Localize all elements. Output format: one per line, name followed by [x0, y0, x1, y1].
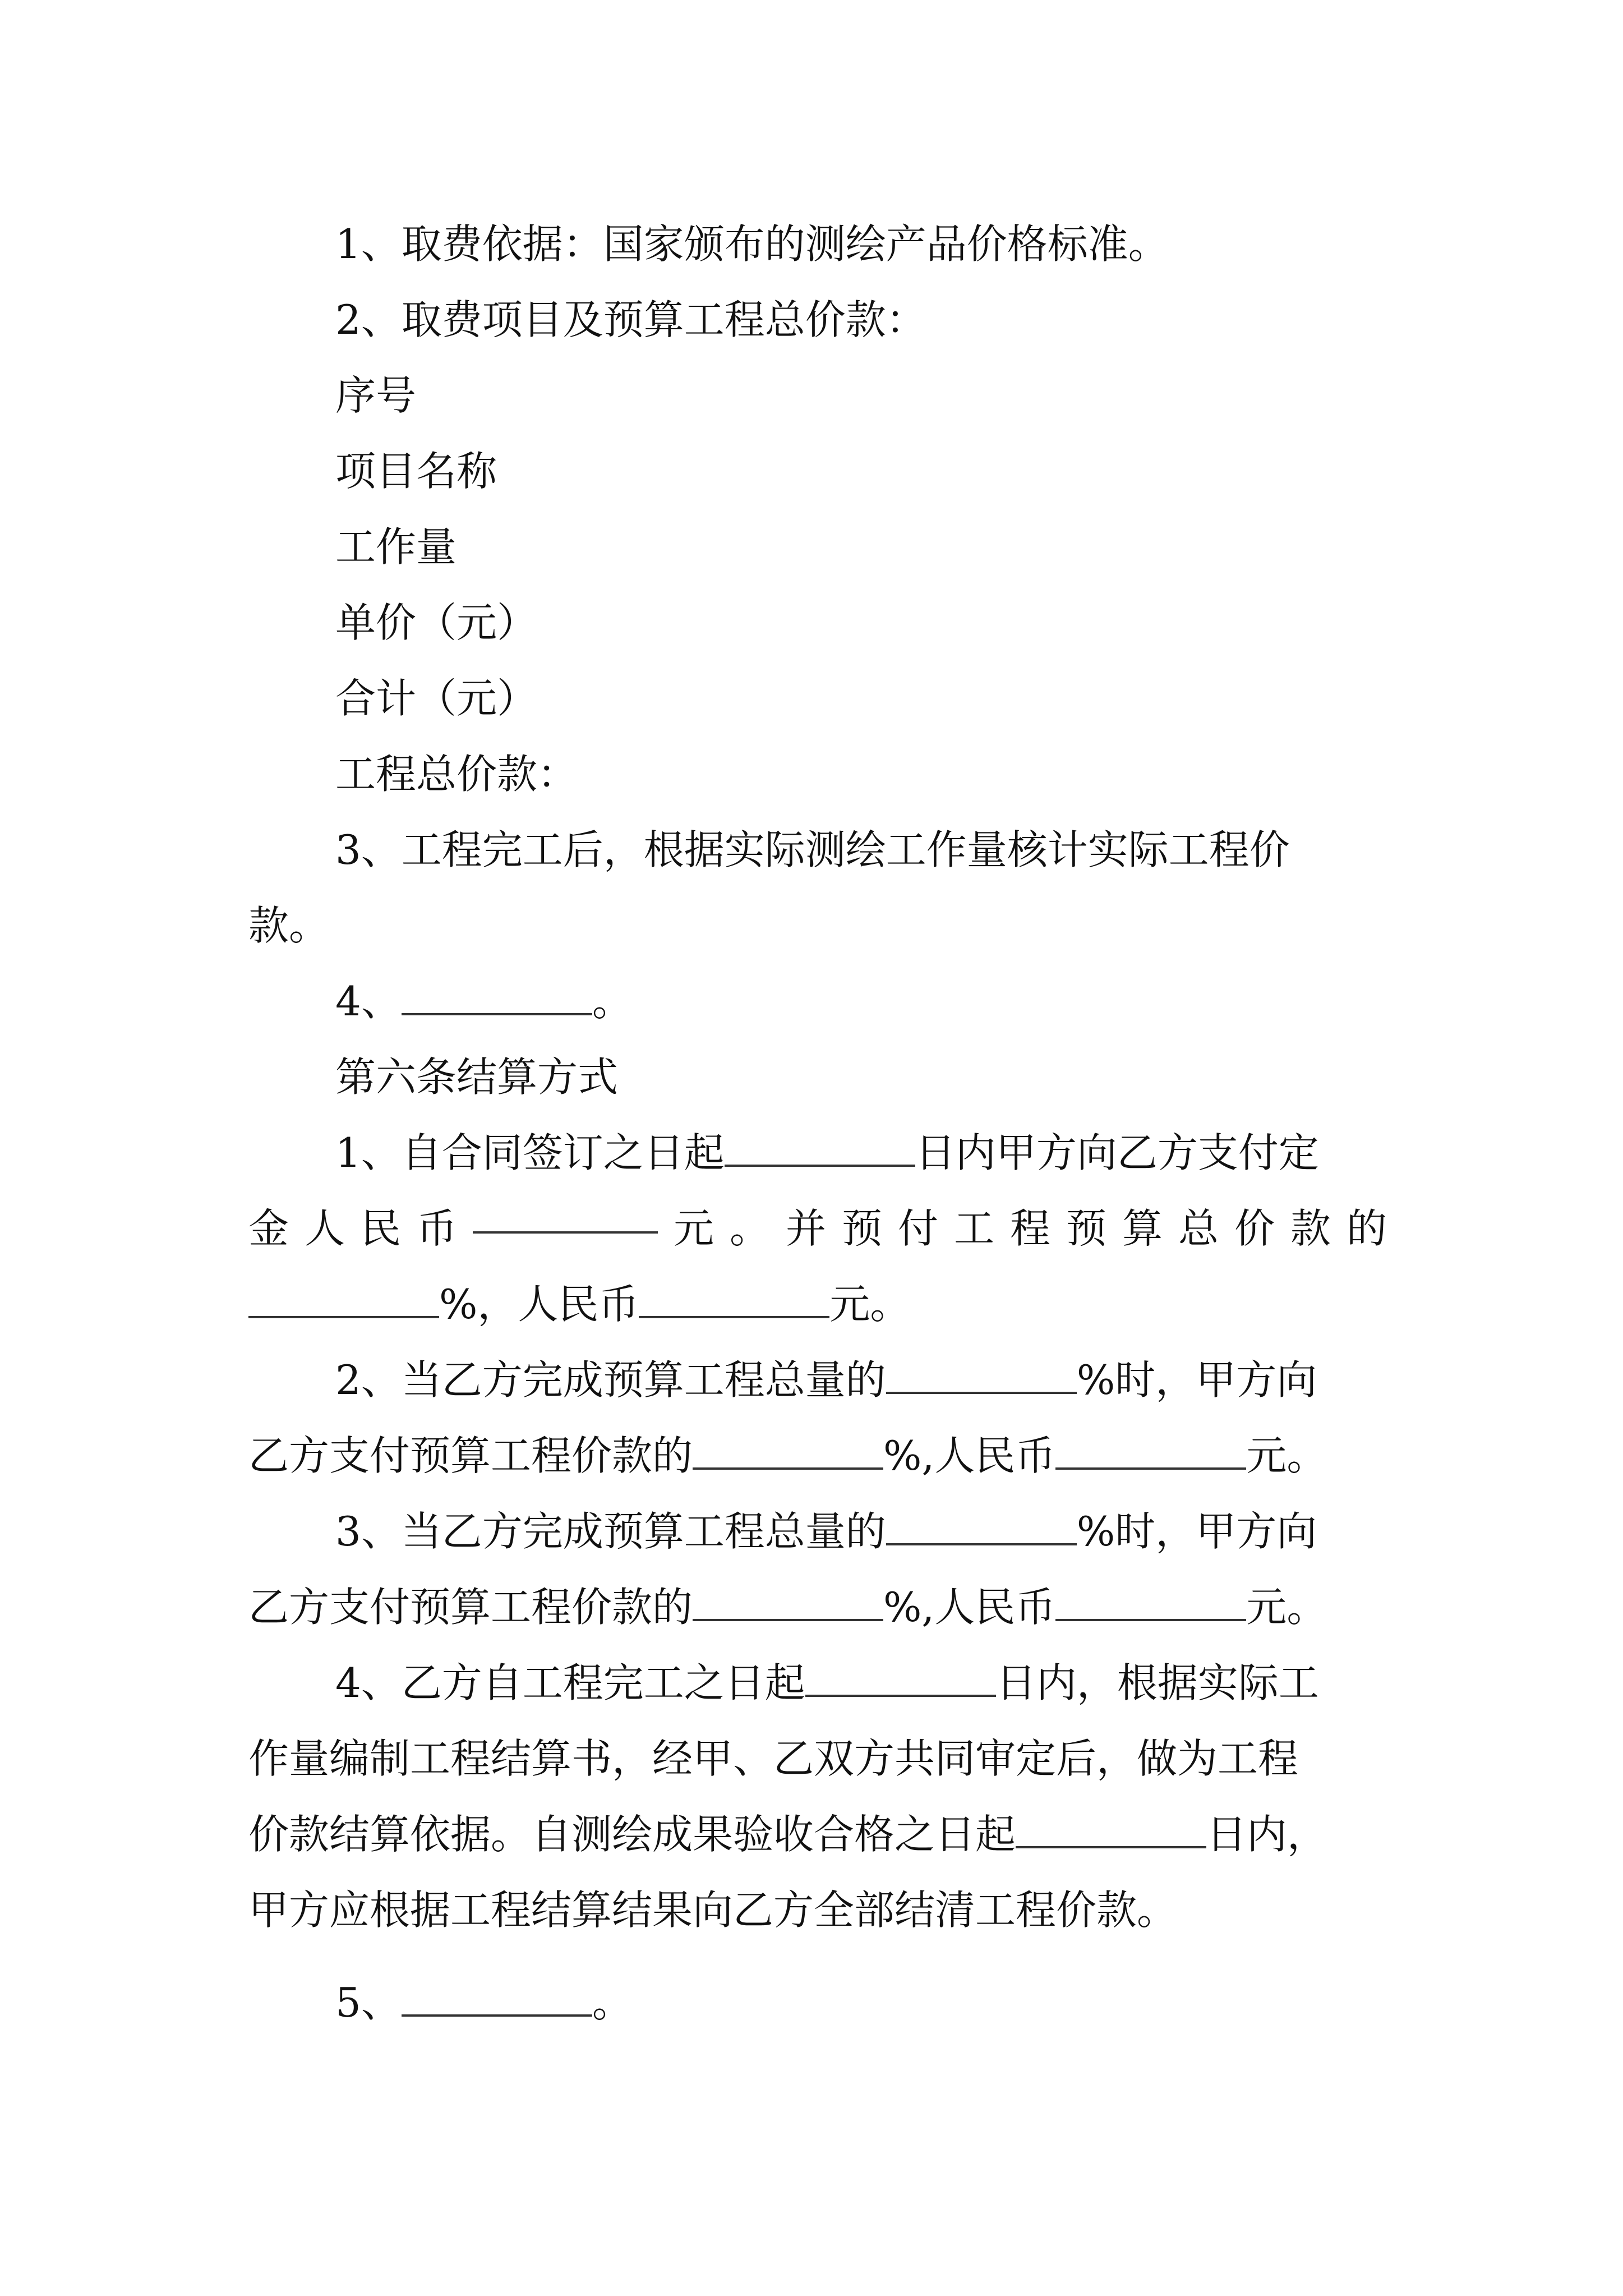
settlement-item-4-text-c: 价款结算依据。自测绘成果验收合格之日起 — [248, 1811, 1016, 1858]
settlement-item-3-text-d: %,人民币 — [883, 1584, 1056, 1631]
settlement-item-3-line2 — [248, 1576, 1327, 1638]
settlement-item-5-suffix: 。 — [592, 1979, 633, 2026]
settlement-item-3-text-a: 3、当乙方完成预算工程总量的 — [335, 1508, 886, 1555]
settlement-item-4-line1 — [335, 1652, 1319, 1714]
char: 付 — [897, 1205, 938, 1252]
settlement-item-3-text-e: 元。 — [1246, 1584, 1327, 1631]
settlement-item-2-line1 — [335, 1349, 1317, 1411]
char: 算 — [1122, 1205, 1163, 1252]
settlement-item-1-text-c: %，人民币 — [439, 1281, 639, 1328]
final-price-paragraph-line2: 款。 — [248, 902, 330, 949]
settlement-item-2-text-b: %时，甲方向 — [1076, 1356, 1317, 1404]
days-blank — [725, 1131, 915, 1167]
settlement-item-1-line2 — [248, 1198, 1387, 1259]
char: 款 — [1290, 1205, 1331, 1252]
progress-percent-blank — [886, 1510, 1077, 1545]
settlement-item-4-text-a: 4、乙方自工程完工之日起 — [335, 1659, 805, 1706]
item-5-blank — [402, 1981, 592, 2017]
char: 工 — [953, 1205, 994, 1252]
settlement-item-2-text-d: %,人民币 — [883, 1432, 1056, 1479]
settlement-item-1-text-b: 日内甲方向乙方支付定 — [915, 1129, 1319, 1176]
settlement-item-4-line4: 甲方应根据工程结算结果向乙方全部结清工程价款。 — [248, 1887, 1178, 1934]
prepay-amount-blank — [639, 1282, 829, 1318]
item-4-suffix: 。 — [592, 978, 633, 1025]
total-price-label: 工程总价款： — [335, 751, 578, 798]
settlement-days-blank — [805, 1661, 996, 1697]
fee-items-heading: 2、取费项目及预算工程总价款： — [335, 296, 926, 343]
settlement-item-1-text-d: 元。 — [829, 1281, 911, 1328]
settlement-item-4-line3 — [248, 1803, 1327, 1865]
progress-percent-blank — [886, 1358, 1077, 1394]
column-unit-price-label: 单价（元） — [335, 599, 538, 646]
char: 人 — [305, 1205, 345, 1252]
char: 的 — [1346, 1205, 1387, 1252]
settlement-item-1-line1 — [335, 1122, 1319, 1184]
payment-amount-blank — [1055, 1434, 1246, 1470]
settlement-item-3-line1 — [335, 1501, 1317, 1562]
settlement-item-4-line2: 作量编制工程结算书，经甲、乙双方共同审定后，做为工程 — [248, 1735, 1299, 1782]
char: 总 — [1178, 1205, 1219, 1252]
char: 金 — [248, 1205, 289, 1252]
article-6-heading: 第六条结算方式 — [335, 1053, 619, 1101]
column-project-name-label: 项目名称 — [335, 448, 497, 495]
payment-percent-blank — [693, 1434, 883, 1470]
column-index-label: 序号 — [335, 372, 417, 419]
char: 民 — [361, 1205, 402, 1252]
prepay-percent-blank — [248, 1282, 439, 1318]
char: 价 — [1234, 1205, 1275, 1252]
settlement-item-4-text-b: 日内，根据实际工 — [995, 1659, 1319, 1706]
char: 。 — [729, 1205, 770, 1252]
char: 并 — [785, 1205, 826, 1252]
payment-amount-blank — [1055, 1585, 1246, 1621]
deposit-amount-blank — [473, 1198, 658, 1234]
settlement-item-5-prefix: 5、 — [335, 1979, 402, 2026]
settlement-item-5-line — [335, 1972, 633, 2033]
item-4-blank — [402, 979, 592, 1015]
settlement-item-3-text-c: 乙方支付预算工程价款的 — [248, 1584, 693, 1631]
settlement-item-4-text-d: 日内， — [1206, 1811, 1328, 1858]
item-4-line — [335, 970, 633, 1032]
settlement-item-2-line2 — [248, 1425, 1327, 1487]
item-4-prefix: 4、 — [335, 978, 402, 1025]
payment-percent-blank — [693, 1585, 883, 1621]
char: 预 — [841, 1205, 882, 1252]
settlement-item-2-text-c: 乙方支付预算工程价款的 — [248, 1432, 693, 1479]
char: 程 — [1009, 1205, 1050, 1252]
settlement-item-2-text-e: 元。 — [1246, 1432, 1327, 1479]
fee-basis-paragraph: 1、取费依据：国家颁布的测绘产品价格标准。 — [335, 220, 1169, 268]
acceptance-days-blank — [1016, 1812, 1206, 1848]
char: 币 — [417, 1205, 458, 1252]
char: 预 — [1066, 1205, 1106, 1252]
char: 元 — [673, 1205, 714, 1252]
settlement-item-1-line3 — [248, 1273, 910, 1335]
settlement-item-1-text-a: 1、自合同签订之日起 — [335, 1129, 725, 1176]
settlement-item-3-text-b: %时，甲方向 — [1076, 1508, 1317, 1555]
column-workload-label: 工作量 — [335, 523, 457, 570]
final-price-paragraph-line1: 3、工程完工后，根据实际测绘工作量核计实际工程价 — [335, 826, 1290, 873]
column-total-label: 合计（元） — [335, 675, 538, 722]
settlement-item-2-text-a: 2、当乙方完成预算工程总量的 — [335, 1356, 886, 1404]
